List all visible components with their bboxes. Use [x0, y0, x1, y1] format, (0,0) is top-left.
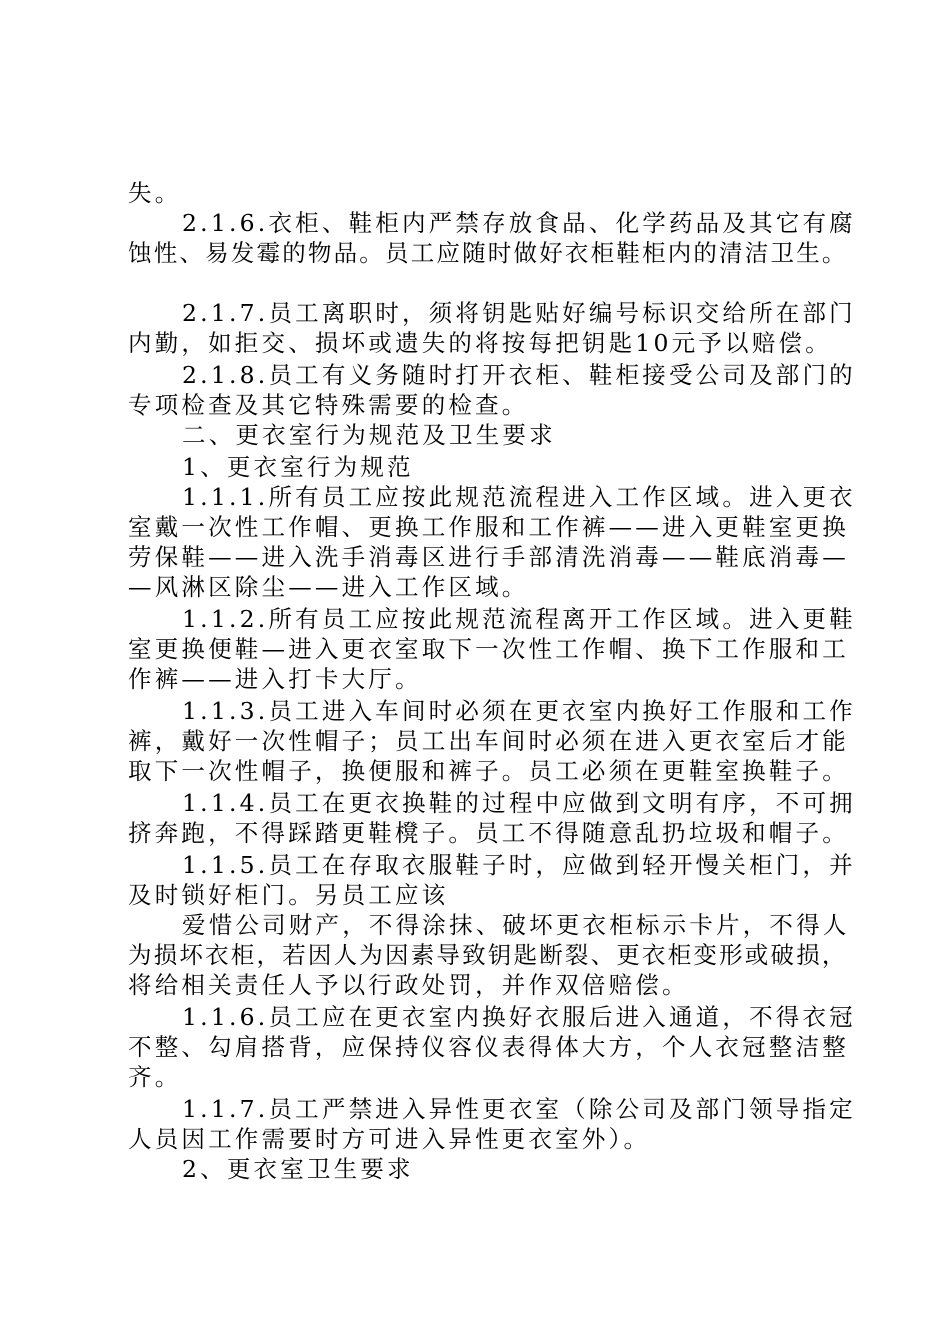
text-line: 蚀性、易发霉的物品。员工应随时做好衣柜鞋柜内的清洁卫生。 — [128, 239, 848, 267]
section-heading: 二、更衣室行为规范及卫生要求 — [182, 421, 556, 449]
text-line: 1.1.7.员工严禁进入异性更衣室（除公司及部门领导指定 — [182, 1095, 856, 1123]
subsection-heading: 2、更衣室卫生要求 — [182, 1155, 414, 1183]
text-line: 1.1.1.所有员工应按此规范流程进入工作区域。进入更衣 — [182, 483, 856, 511]
text-line: 1.1.3.员工进入车间时必须在更衣室内换好工作服和工作 — [182, 697, 856, 725]
text-line: 取下一次性帽子，换便服和裤子。员工必须在更鞋室换鞋子。 — [128, 757, 849, 785]
text-line: 2.1.6.衣柜、鞋柜内严禁存放食品、化学药品及其它有腐 — [182, 209, 856, 237]
text-line: 将给相关责任人予以行政处罚，并作双倍赔偿。 — [128, 971, 689, 999]
text-line: 为损坏衣柜，若因人为因素导致钥匙断裂、更衣柜变形或破损， — [128, 941, 848, 969]
text-line: 室戴一次性工作帽、更换工作服和工作裤——进入更鞋室更换 — [128, 513, 849, 541]
text-line: 爱惜公司财产，不得涂抹、破坏更衣柜标示卡片，不得人 — [182, 911, 850, 939]
text-line: 挤奔跑，不得踩踏更鞋櫈子。员工不得随意乱扔垃圾和帽子。 — [128, 819, 849, 847]
text-line: 裤，戴好一次性帽子；员工出车间时必须在进入更衣室后才能 — [128, 727, 849, 755]
text-line: 专项检查及其它特殊需要的检查。 — [128, 391, 529, 419]
text-line: 失。 — [128, 179, 182, 207]
text-line: 室更换便鞋—进入更衣室取下一次性工作帽、换下工作服和工 — [128, 635, 849, 663]
text-line: 人员因工作需要时方可进入异性更衣室外）。 — [128, 1125, 651, 1153]
text-line: 1.1.5.员工在存取衣服鞋子时，应做到轻开慢关柜门，并 — [182, 851, 856, 879]
subsection-heading: 1、更衣室行为规范 — [182, 453, 414, 481]
text-line: 劳保鞋——进入洗手消毒区进行手部清洗消毒——鞋底消毒— — [128, 543, 849, 571]
text-line: 不整、勾肩搭背，应保持仪容仪表得体大方，个人衣冠整洁整 — [128, 1033, 849, 1061]
text-line: 2.1.8.员工有义务随时打开衣柜、鞋柜接受公司及部门的 — [182, 361, 856, 389]
text-line: 作裤——进入打卡大厅。 — [128, 665, 422, 693]
text-line: —风淋区除尘——进入工作区域。 — [128, 573, 529, 601]
text-line: 内勤，如拒交、损坏或遗失的将按每把钥匙10元予以赔偿。 — [128, 329, 832, 357]
text-line: 及时锁好柜门。另员工应该 — [128, 881, 449, 909]
text-line: 齐。 — [128, 1063, 182, 1091]
text-line: 1.1.2.所有员工应按此规范流程离开工作区域。进入更鞋 — [182, 605, 856, 633]
text-line: 2.1.7.员工离职时，须将钥匙贴好编号标识交给所在部门 — [182, 299, 856, 327]
text-line: 1.1.4.员工在更衣换鞋的过程中应做到文明有序，不可拥 — [182, 789, 856, 817]
text-line: 1.1.6.员工应在更衣室内换好衣服后进入通道，不得衣冠 — [182, 1003, 856, 1031]
